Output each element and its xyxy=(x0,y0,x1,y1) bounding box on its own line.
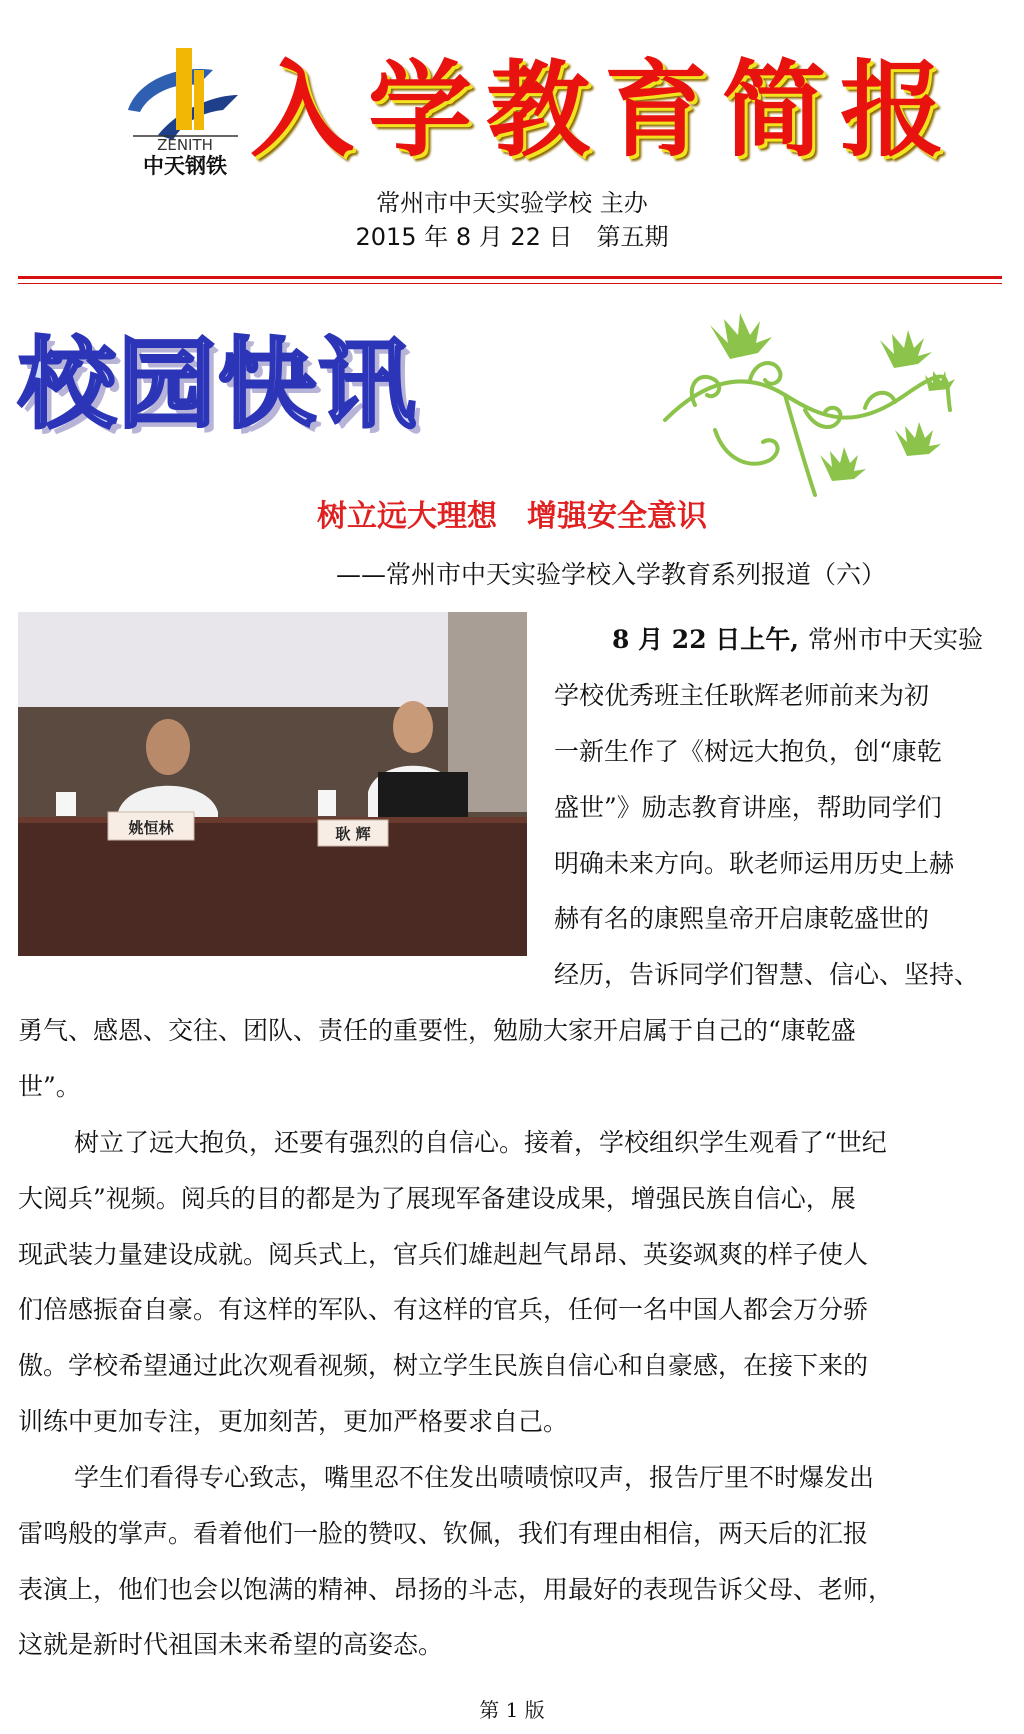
section-title: 校园快讯 xyxy=(18,328,419,442)
article-headline: 树立远大理想 增强安全意识 xyxy=(317,499,707,534)
logo-english-text: ZENITH xyxy=(157,136,213,154)
paragraph-3-line: 雷鸣般的掌声。看着他们一脸的赞叹、钦佩，我们有理由相信，两天后的汇报 xyxy=(18,1519,869,1548)
masthead-rule-top xyxy=(18,276,1002,279)
paragraph-1-line: 一新生作了《树远大抱负，创“康乾 xyxy=(554,737,942,766)
newsletter-title: 入学教育简报 xyxy=(250,48,959,171)
issue-date-line: 2015 年 8 月 22 日 第五期 xyxy=(355,223,669,251)
paragraph-3-line: 学生们看得专心致志，嘴里忍不住发出啧啧惊叹声，报告厅里不时爆发出 xyxy=(74,1463,875,1492)
article-subheadline: ——常州市中天实验学校入学教育系列报道（六） xyxy=(336,560,887,589)
nameplate-left: 姚恒林 xyxy=(128,819,174,837)
paragraph-1-line: 勇气、感恩、交往、团队、责任的重要性，勉励大家开启属于自己的“康乾盛 xyxy=(18,1016,856,1045)
paragraph-1-line: 常州市中天实验 xyxy=(808,625,984,654)
paragraph-1-line: 赫有名的康熙皇帝开启康乾盛世的 xyxy=(554,904,930,933)
paragraph-1-line: 明确未来方向。耿老师运用历史上赫 xyxy=(554,849,955,878)
page-number: 第 1 版 xyxy=(479,1698,545,1722)
paragraph-2-line: 训练中更加专注，更加刻苦，更加严格要求自己。 xyxy=(18,1407,569,1436)
paragraph-1-line: 世”。 xyxy=(18,1072,81,1101)
paragraph-2-line: 现武装力量建设成就。阅兵式上，官兵们雄赳赳气昂昂、英姿飒爽的样子使人 xyxy=(18,1240,869,1269)
paragraph-3-line: 这就是新时代祖国未来希望的高姿态。 xyxy=(18,1630,444,1659)
paragraph-2-line: 大阅兵”视频。阅兵的目的都是为了展现军备建设成果，增强民族自信心，展 xyxy=(18,1184,856,1213)
masthead-rule-bottom xyxy=(18,283,1002,284)
vine-decoration-icon xyxy=(655,300,955,500)
paragraph-2-line: 树立了远大抱负，还要有强烈的自信心。接着，学校组织学生观看了“世纪 xyxy=(74,1128,887,1157)
paragraph-3-line: 表演上，他们也会以饱满的精神、昂扬的斗志，用最好的表现告诉父母、老师， xyxy=(18,1575,894,1604)
paragraph-2-line: 傲。学校希望通过此次观看视频，树立学生民族自信心和自豪感，在接下来的 xyxy=(18,1351,869,1380)
nameplate-right: 耿 辉 xyxy=(335,825,371,843)
paragraph-1-lead: 8 月 22 日上午, xyxy=(612,625,799,654)
publisher-line: 常州市中天实验学校 主办 xyxy=(376,189,648,217)
zenith-logo xyxy=(118,40,248,180)
lecture-photo xyxy=(18,612,527,956)
logo-chinese-text: 中天钢铁 xyxy=(143,154,227,178)
paragraph-2-line: 们倍感振奋自豪。有这样的军队、有这样的官兵，任何一名中国人都会万分骄 xyxy=(18,1295,869,1324)
paragraph-1-line: 盛世”》励志教育讲座，帮助同学们 xyxy=(554,793,942,822)
paragraph-1-line: 学校优秀班主任耿辉老师前来为初 xyxy=(554,681,930,710)
paragraph-1-line: 经历，告诉同学们智慧、信心、坚持、 xyxy=(554,960,980,989)
